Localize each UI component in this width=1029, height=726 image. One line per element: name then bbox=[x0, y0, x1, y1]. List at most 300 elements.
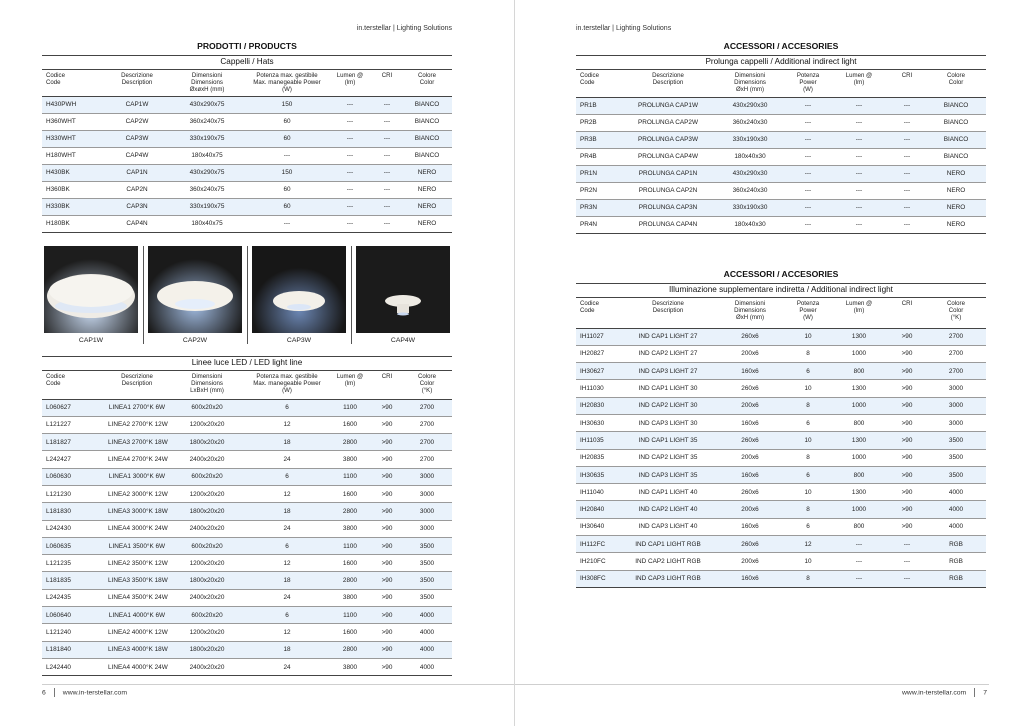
table-cell: 1000 bbox=[830, 397, 888, 414]
column-header bbox=[830, 70, 888, 97]
column-header-line: (lm) bbox=[853, 307, 865, 314]
table-cell: L121227 bbox=[42, 416, 106, 433]
table-cell: 10 bbox=[786, 432, 830, 449]
column-header-line: Codice bbox=[46, 373, 65, 380]
extensions-body bbox=[576, 97, 986, 233]
table-cell: IH30640 bbox=[576, 518, 622, 535]
column-header bbox=[246, 70, 328, 96]
table-cell: --- bbox=[328, 113, 372, 130]
photo-caption: CAP4W bbox=[390, 337, 416, 344]
table-cell: 60 bbox=[246, 113, 328, 130]
table-cell: >90 bbox=[888, 466, 926, 483]
column-header-line: Codice bbox=[46, 72, 65, 79]
table-cell: 4000 bbox=[402, 641, 452, 658]
table-cell: --- bbox=[328, 181, 372, 198]
table-cell: 8 bbox=[786, 501, 830, 518]
table-cell: NERO bbox=[402, 198, 452, 215]
photo-cap4w bbox=[356, 246, 450, 333]
column-header-line: (W) bbox=[803, 314, 813, 321]
table-cell: IH30627 bbox=[576, 363, 622, 380]
table-cell: 3500 bbox=[926, 432, 986, 449]
table-cell: --- bbox=[372, 181, 402, 198]
table-cell: --- bbox=[888, 97, 926, 114]
table-cell: H360BK bbox=[42, 181, 106, 198]
brand-header: in.terstellar | Lighting Solutions bbox=[356, 25, 452, 32]
column-header-line: Description bbox=[121, 79, 153, 86]
table-row bbox=[42, 434, 452, 451]
table-cell: 3500 bbox=[926, 449, 986, 466]
table-cell: IH210FC bbox=[576, 553, 622, 570]
table-row bbox=[576, 165, 986, 182]
table-cell: 2700 bbox=[402, 434, 452, 451]
table-row bbox=[42, 555, 452, 572]
table-cell: >90 bbox=[372, 434, 402, 451]
table-cell: 12 bbox=[786, 536, 830, 553]
table-row bbox=[576, 414, 986, 431]
table-cell: 330x190x75 bbox=[168, 130, 246, 147]
table-row bbox=[576, 449, 986, 466]
table-cell: 200x6 bbox=[714, 345, 786, 362]
table-cell: IND CAP1 LIGHT 40 bbox=[622, 484, 714, 501]
table-row bbox=[576, 432, 986, 449]
footer-rule bbox=[515, 684, 989, 685]
table-cell: --- bbox=[328, 215, 372, 232]
table-cell: L181830 bbox=[42, 503, 106, 520]
table-cell: --- bbox=[830, 570, 888, 587]
table-cell: 6 bbox=[786, 414, 830, 431]
table-cell: LINEA4 3000°K 24W bbox=[106, 520, 168, 537]
table-cell: IND CAP1 LIGHT 30 bbox=[622, 380, 714, 397]
table-cell: 330x190x30 bbox=[714, 131, 786, 148]
column-header bbox=[888, 298, 926, 328]
photo-divider bbox=[351, 246, 352, 344]
extensions-table-title: Prolunga cappelli / Additional indirect light bbox=[576, 56, 986, 70]
table-row bbox=[576, 397, 986, 414]
table-cell: IND CAP1 LIGHT 27 bbox=[622, 328, 714, 345]
table-cell: 8 bbox=[786, 449, 830, 466]
table-cell: LINEA3 3500°K 18W bbox=[106, 572, 168, 589]
table-cell: NERO bbox=[402, 215, 452, 232]
table-cell: IND CAP2 LIGHT RGB bbox=[622, 553, 714, 570]
table-cell: 3800 bbox=[328, 658, 372, 675]
cap3w-lamp-icon bbox=[252, 246, 346, 333]
table-cell: 3000 bbox=[926, 397, 986, 414]
table-cell: L060635 bbox=[42, 537, 106, 554]
table-cell: 2700 bbox=[402, 451, 452, 468]
table-cell: IH20827 bbox=[576, 345, 622, 362]
footer-left bbox=[42, 688, 127, 697]
table-cell: PROLUNGA CAP1N bbox=[622, 165, 714, 182]
table-cell: >90 bbox=[372, 658, 402, 675]
table-cell: --- bbox=[786, 216, 830, 233]
table-cell: LINEA3 4000°K 18W bbox=[106, 641, 168, 658]
table-row bbox=[42, 658, 452, 675]
table-cell: --- bbox=[830, 148, 888, 165]
table-cell: 1100 bbox=[328, 537, 372, 554]
table-cell: >90 bbox=[888, 345, 926, 362]
column-header-line: CRI bbox=[901, 300, 913, 307]
table-cell: 430x290x30 bbox=[714, 97, 786, 114]
page-number: 7 bbox=[983, 689, 987, 697]
table-cell: --- bbox=[888, 148, 926, 165]
table-cell: BIANCO bbox=[926, 131, 986, 148]
column-header-line: Color bbox=[948, 307, 964, 314]
table-cell: 24 bbox=[246, 520, 328, 537]
table-cell: IH30635 bbox=[576, 466, 622, 483]
table-row bbox=[576, 114, 986, 131]
table-cell: --- bbox=[372, 215, 402, 232]
table-cell: 430x290x75 bbox=[168, 96, 246, 113]
table-row bbox=[576, 380, 986, 397]
table-cell: PROLUNGA CAP1W bbox=[622, 97, 714, 114]
photo-divider bbox=[247, 246, 248, 344]
table-row bbox=[576, 148, 986, 165]
table-cell: 260x6 bbox=[714, 536, 786, 553]
table-cell: 3500 bbox=[402, 572, 452, 589]
table-cell: --- bbox=[372, 198, 402, 215]
table-cell: RGB bbox=[926, 553, 986, 570]
column-header-line: CRI bbox=[381, 373, 393, 380]
table-row bbox=[42, 198, 452, 215]
table-cell: H330WHT bbox=[42, 130, 106, 147]
table-cell: 180x40x75 bbox=[168, 215, 246, 232]
table-cell: --- bbox=[786, 131, 830, 148]
table-cell: L242435 bbox=[42, 589, 106, 606]
photo-cap2w bbox=[148, 246, 242, 333]
table-cell: 3000 bbox=[926, 380, 986, 397]
column-header-line: Description bbox=[652, 307, 684, 314]
table-cell: >90 bbox=[372, 572, 402, 589]
table-cell: IND CAP3 LIGHT 35 bbox=[622, 466, 714, 483]
table-cell: L121240 bbox=[42, 624, 106, 641]
column-header-line: Dimensions bbox=[734, 79, 766, 86]
table-cell: 3500 bbox=[926, 466, 986, 483]
table-cell: L181840 bbox=[42, 641, 106, 658]
table-cell: 3500 bbox=[402, 589, 452, 606]
cap2w-lamp-icon bbox=[148, 246, 242, 333]
table-row bbox=[42, 624, 452, 641]
led-table bbox=[42, 356, 452, 676]
table-cell: PR2B bbox=[576, 114, 622, 131]
table-cell: >90 bbox=[372, 399, 402, 416]
table-cell: IH112FC bbox=[576, 536, 622, 553]
table-cell: 150 bbox=[246, 96, 328, 113]
table-cell: 2700 bbox=[926, 363, 986, 380]
footer-url-link[interactable]: www.in-terstellar.com bbox=[62, 689, 127, 697]
table-row bbox=[576, 216, 986, 233]
section-title-accessories: ACCESSORI / ACCESORIES bbox=[723, 41, 839, 51]
table-cell: LINEA1 3000°K 6W bbox=[106, 468, 168, 485]
table-cell: PR3N bbox=[576, 199, 622, 216]
column-header bbox=[786, 70, 830, 97]
table-cell: LINEA2 3500°K 12W bbox=[106, 555, 168, 572]
column-header-line: Max. manegeable Power bbox=[253, 79, 321, 86]
table-cell: 2700 bbox=[926, 345, 986, 362]
table-cell: 12 bbox=[246, 485, 328, 502]
column-header-line: (lm) bbox=[344, 380, 356, 387]
table-cell: --- bbox=[888, 553, 926, 570]
table-cell: 3000 bbox=[926, 414, 986, 431]
table-cell: H330BK bbox=[42, 198, 106, 215]
table-row bbox=[576, 570, 986, 587]
table-cell: --- bbox=[328, 198, 372, 215]
column-header bbox=[246, 371, 328, 399]
table-cell: BIANCO bbox=[926, 114, 986, 131]
table-cell: 360x240x75 bbox=[168, 113, 246, 130]
table-cell: >90 bbox=[888, 449, 926, 466]
column-header-line: Dimensioni bbox=[191, 72, 223, 79]
table-cell: >90 bbox=[888, 397, 926, 414]
hats-body bbox=[42, 96, 452, 232]
table-cell: L121235 bbox=[42, 555, 106, 572]
table-cell: --- bbox=[888, 216, 926, 233]
table-cell: 2800 bbox=[328, 572, 372, 589]
cap4w-lamp-icon bbox=[356, 246, 450, 333]
table-cell: PROLUNGA CAP4N bbox=[622, 216, 714, 233]
table-cell: 4000 bbox=[402, 624, 452, 641]
table-cell: H430PWH bbox=[42, 96, 106, 113]
table-cell: --- bbox=[786, 165, 830, 182]
column-header bbox=[106, 70, 168, 96]
table-cell: L060630 bbox=[42, 468, 106, 485]
table-cell: 260x6 bbox=[714, 328, 786, 345]
table-row bbox=[42, 537, 452, 554]
table-cell: 200x6 bbox=[714, 449, 786, 466]
table-cell: LINEA3 2700°K 18W bbox=[106, 434, 168, 451]
table-cell: CAP3N bbox=[106, 198, 168, 215]
table-cell: >90 bbox=[888, 484, 926, 501]
table-cell: BIANCO bbox=[402, 113, 452, 130]
table-cell: 6 bbox=[246, 607, 328, 624]
table-cell: 4000 bbox=[926, 501, 986, 518]
table-cell: 4000 bbox=[402, 607, 452, 624]
column-header-line: Lumen @ bbox=[336, 373, 364, 380]
extensions-header-row bbox=[576, 70, 986, 97]
table-cell: 8 bbox=[786, 345, 830, 362]
table-cell: --- bbox=[246, 147, 328, 164]
table-cell: >90 bbox=[888, 380, 926, 397]
table-cell: L060640 bbox=[42, 607, 106, 624]
brand-header: in.terstellar | Lighting Solutions bbox=[576, 25, 672, 32]
column-header-line: Color bbox=[419, 380, 435, 387]
column-header-line: (lm) bbox=[344, 79, 356, 86]
table-cell: L181835 bbox=[42, 572, 106, 589]
table-row bbox=[42, 520, 452, 537]
table-cell: >90 bbox=[372, 485, 402, 502]
table-cell: NERO bbox=[926, 199, 986, 216]
table-cell: CAP3W bbox=[106, 130, 168, 147]
table-cell: 200x6 bbox=[714, 397, 786, 414]
column-header-line: Potenza max. gestibile bbox=[256, 373, 318, 380]
column-header bbox=[830, 298, 888, 328]
table-cell: 1100 bbox=[328, 468, 372, 485]
column-header-line: Potenza bbox=[796, 300, 820, 307]
hats-table-title: Cappelli / Hats bbox=[42, 56, 452, 70]
table-cell: CAP2W bbox=[106, 113, 168, 130]
column-header-line: Dimensions bbox=[191, 380, 223, 387]
table-cell: 1800x20x20 bbox=[168, 641, 246, 658]
table-cell: --- bbox=[888, 570, 926, 587]
table-cell: 1000 bbox=[830, 501, 888, 518]
column-header-line: Colore bbox=[947, 300, 965, 307]
footer-divider bbox=[54, 688, 55, 697]
table-cell: PROLUNGA CAP3N bbox=[622, 199, 714, 216]
table-cell: L181827 bbox=[42, 434, 106, 451]
table-cell: 200x6 bbox=[714, 501, 786, 518]
table-cell: NERO bbox=[926, 216, 986, 233]
table-cell: 800 bbox=[830, 363, 888, 380]
table-cell: 2800 bbox=[328, 434, 372, 451]
table-cell: IND CAP2 LIGHT 30 bbox=[622, 397, 714, 414]
table-row bbox=[576, 328, 986, 345]
table-cell: IH20835 bbox=[576, 449, 622, 466]
table-cell: 2400x20x20 bbox=[168, 658, 246, 675]
table-cell: L242430 bbox=[42, 520, 106, 537]
table-cell: 180x40x75 bbox=[168, 147, 246, 164]
table-cell: H360WHT bbox=[42, 113, 106, 130]
column-header bbox=[926, 70, 986, 97]
table-cell: --- bbox=[830, 114, 888, 131]
column-header-line: Potenza max. gestibile bbox=[256, 72, 318, 79]
column-header-line: LxBxH (mm) bbox=[190, 387, 224, 394]
table-row bbox=[576, 345, 986, 362]
column-header-line: Color bbox=[948, 79, 964, 86]
table-cell: IND CAP3 LIGHT 27 bbox=[622, 363, 714, 380]
column-header bbox=[42, 371, 106, 399]
photo-divider bbox=[143, 246, 144, 344]
table-cell: --- bbox=[830, 97, 888, 114]
table-cell: --- bbox=[372, 96, 402, 113]
table-row bbox=[576, 363, 986, 380]
column-header-line: ØxH (mm) bbox=[735, 86, 765, 93]
footer-url-link[interactable]: www.in-terstellar.com bbox=[902, 689, 967, 697]
table-cell: 330x190x30 bbox=[714, 199, 786, 216]
table-cell: 3800 bbox=[328, 520, 372, 537]
table-cell: 150 bbox=[246, 164, 328, 181]
table-cell: 2400x20x20 bbox=[168, 451, 246, 468]
column-header bbox=[714, 70, 786, 97]
table-cell: IND CAP3 LIGHT 40 bbox=[622, 518, 714, 535]
table-cell: CAP1N bbox=[106, 164, 168, 181]
table-cell: 8 bbox=[786, 570, 830, 587]
column-header bbox=[622, 298, 714, 328]
table-cell: CAP4N bbox=[106, 215, 168, 232]
table-row bbox=[42, 164, 452, 181]
table-cell: 160x6 bbox=[714, 570, 786, 587]
table-cell: 600x20x20 bbox=[168, 468, 246, 485]
table-cell: PR1B bbox=[576, 97, 622, 114]
table-cell: IH30630 bbox=[576, 414, 622, 431]
table-cell: RGB bbox=[926, 536, 986, 553]
table-cell: 430x290x75 bbox=[168, 164, 246, 181]
column-header bbox=[328, 70, 372, 96]
table-cell: 1300 bbox=[830, 328, 888, 345]
column-header-line: Lumen @ bbox=[845, 72, 873, 79]
table-cell: 10 bbox=[786, 484, 830, 501]
catalog-page-left bbox=[0, 0, 514, 726]
column-header bbox=[168, 371, 246, 399]
table-cell: 1200x20x20 bbox=[168, 555, 246, 572]
column-header-line: Dimensioni bbox=[191, 373, 223, 380]
table-cell: BIANCO bbox=[926, 97, 986, 114]
column-header-line: (W) bbox=[282, 86, 292, 93]
table-cell: --- bbox=[888, 536, 926, 553]
table-cell: PR3B bbox=[576, 131, 622, 148]
table-row bbox=[42, 399, 452, 416]
table-row bbox=[42, 215, 452, 232]
table-cell: >90 bbox=[372, 589, 402, 606]
indirect-light-table bbox=[576, 283, 986, 588]
footer-divider bbox=[974, 688, 975, 697]
column-header-line: Descrizione bbox=[121, 72, 153, 79]
table-row bbox=[576, 182, 986, 199]
table-cell: --- bbox=[830, 182, 888, 199]
column-header bbox=[888, 70, 926, 97]
table-cell: --- bbox=[888, 182, 926, 199]
table-cell: LINEA3 3000°K 18W bbox=[106, 503, 168, 520]
table-cell: IH11027 bbox=[576, 328, 622, 345]
column-header bbox=[402, 371, 452, 399]
table-cell: --- bbox=[786, 199, 830, 216]
column-header bbox=[42, 70, 106, 96]
table-row bbox=[576, 131, 986, 148]
table-cell: 1100 bbox=[328, 607, 372, 624]
table-cell: --- bbox=[328, 96, 372, 113]
table-cell: 8 bbox=[786, 397, 830, 414]
table-row bbox=[576, 199, 986, 216]
column-header-line: Potenza bbox=[796, 72, 820, 79]
table-cell: 1600 bbox=[328, 624, 372, 641]
catalog-page-right bbox=[515, 0, 1029, 726]
table-cell: 24 bbox=[246, 451, 328, 468]
table-cell: >90 bbox=[372, 555, 402, 572]
column-header bbox=[622, 70, 714, 97]
table-row bbox=[42, 485, 452, 502]
table-cell: 18 bbox=[246, 434, 328, 451]
table-cell: --- bbox=[888, 199, 926, 216]
table-row bbox=[42, 96, 452, 113]
hats-header-row bbox=[42, 70, 452, 96]
table-cell: BIANCO bbox=[926, 148, 986, 165]
table-cell: 3800 bbox=[328, 589, 372, 606]
table-row bbox=[576, 484, 986, 501]
table-cell: 1100 bbox=[328, 399, 372, 416]
table-cell: 800 bbox=[830, 518, 888, 535]
table-cell: CAP2N bbox=[106, 181, 168, 198]
table-cell: >90 bbox=[888, 414, 926, 431]
column-header-line: (°K) bbox=[950, 314, 962, 321]
table-cell: 600x20x20 bbox=[168, 537, 246, 554]
table-cell: --- bbox=[786, 97, 830, 114]
photo-caption: CAP3W bbox=[286, 337, 312, 344]
table-cell: 6 bbox=[246, 468, 328, 485]
table-row bbox=[42, 503, 452, 520]
table-cell: IH308FC bbox=[576, 570, 622, 587]
column-header-line: Colore bbox=[418, 72, 436, 79]
table-cell: 3500 bbox=[402, 555, 452, 572]
table-cell: 4000 bbox=[926, 484, 986, 501]
table-cell: 12 bbox=[246, 624, 328, 641]
table-row bbox=[576, 518, 986, 535]
table-row bbox=[42, 181, 452, 198]
table-cell: 1800x20x20 bbox=[168, 503, 246, 520]
table-cell: --- bbox=[372, 147, 402, 164]
table-row bbox=[42, 468, 452, 485]
table-cell: 2700 bbox=[402, 416, 452, 433]
table-cell: LINEA1 2700°K 6W bbox=[106, 399, 168, 416]
table-cell: 1200x20x20 bbox=[168, 485, 246, 502]
table-row bbox=[42, 451, 452, 468]
